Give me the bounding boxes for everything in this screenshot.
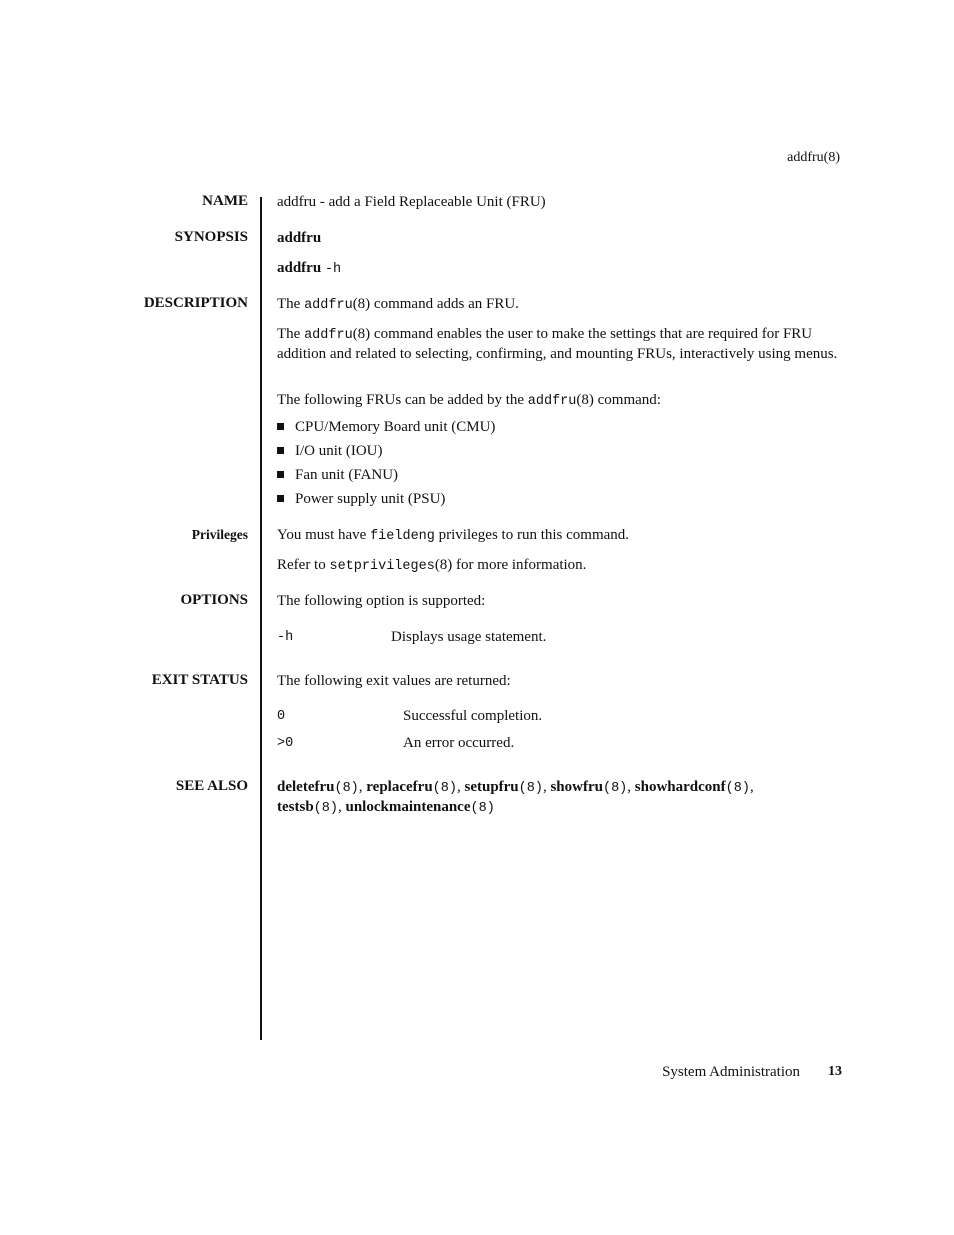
bullet-square-icon xyxy=(277,495,284,502)
see-also-ref[interactable]: deletefru(8), xyxy=(277,779,363,796)
synopsis-label: SYNOPSIS xyxy=(174,229,248,245)
synopsis-line-1: addfru xyxy=(277,230,322,246)
description-label: DESCRIPTION xyxy=(143,295,248,311)
name-text: addfru - add a Field Replaceable Unit (FRU) xyxy=(277,194,546,210)
list-item: Fan unit (FANU) xyxy=(277,467,398,484)
list-item: CPU/Memory Board unit (CMU) xyxy=(277,419,495,436)
page-header-ref: addfru(8) xyxy=(787,150,840,165)
bullet-square-icon xyxy=(277,423,284,430)
command-name: setprivileges xyxy=(329,559,435,574)
description-paragraph-2: The addfru(8) command enables the user to make the settings that are required for FRU addition and related to selecting, confirming, and mounting FRUs, interactively using menus. xyxy=(277,326,838,362)
see-also-ref[interactable]: unlockmaintenance(8) xyxy=(345,799,495,816)
exit-value: 0 xyxy=(277,709,286,724)
section-divider-rule xyxy=(260,197,262,1040)
synopsis-line-2 xyxy=(277,259,847,279)
option-description: Displays usage statement. xyxy=(391,629,547,645)
privileges-paragraph-2: Refer to setprivileges(8) for more information. xyxy=(277,557,587,574)
synopsis-cmd: addfru xyxy=(277,260,322,276)
privileges-paragraph-1: You must have fieldeng privileges to run this command. xyxy=(277,527,630,544)
command-name: addfru xyxy=(304,328,353,343)
bullet-square-icon xyxy=(277,447,284,454)
footer-section-title: System Administration xyxy=(662,1064,800,1080)
exit-value-description: Successful completion. xyxy=(403,708,543,724)
name-label: NAME xyxy=(202,193,248,209)
bullet-square-icon xyxy=(277,471,284,478)
exit-value-description: An error occurred. xyxy=(403,735,515,751)
synopsis-option: -h xyxy=(324,262,342,277)
see-also-ref[interactable]: setupfru(8), xyxy=(464,779,547,796)
page-number: 13 xyxy=(828,1064,842,1079)
see-also-refs xyxy=(277,778,817,818)
command-name: addfru xyxy=(304,298,353,313)
see-also-ref[interactable]: showhardconf(8), xyxy=(634,779,754,796)
privileges-label: Privileges xyxy=(191,527,248,542)
command-name: addfru xyxy=(527,394,577,409)
list-item: Power supply unit (PSU) xyxy=(277,491,445,508)
see-also-ref[interactable]: showfru(8), xyxy=(550,779,632,796)
options-label: OPTIONS xyxy=(180,592,248,608)
see-also-label: SEE ALSO xyxy=(175,778,248,794)
options-intro: The following option is supported: xyxy=(277,593,486,609)
list-item: I/O unit (IOU) xyxy=(277,443,382,460)
description-paragraph-1: The addfru(8) command adds an FRU. xyxy=(277,296,519,313)
description-paragraph-3: The following FRUs can be added by the addfru(8) command: xyxy=(277,392,661,409)
exit-status-intro: The following exit values are returned: xyxy=(277,673,511,689)
privilege-name: fieldeng xyxy=(370,529,435,544)
option-flag: -h xyxy=(277,630,294,645)
see-also-ref[interactable]: testsb(8), xyxy=(277,799,342,816)
see-also-ref[interactable]: replacefru(8), xyxy=(366,779,461,796)
exit-value: >0 xyxy=(277,736,294,751)
exit-status-label: EXIT STATUS xyxy=(151,672,248,688)
